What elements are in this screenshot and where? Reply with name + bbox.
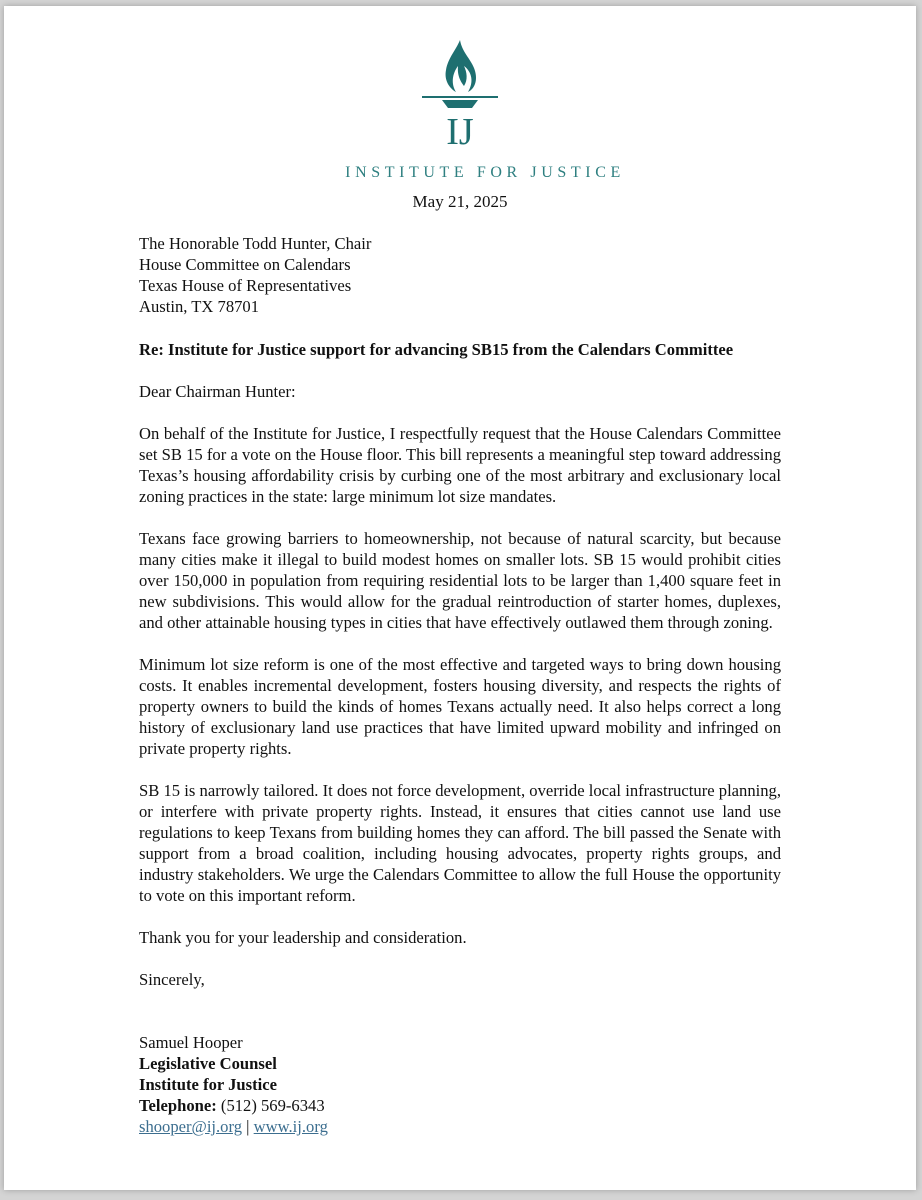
recipient-line: Austin, TX 78701 (139, 297, 260, 316)
signer-title: Legislative Counsel (139, 1054, 277, 1073)
body-paragraph: SB 15 is narrowly tailored. It does not force development, override local infrastructure planning, or interfere with private property rights. Instead, it ensures that cities cannot use land use regulations to keep Texans from building homes they can afford. The bill passed the Senate with support from a broad coalition, including housing advocates, property rights groups, and industry stakeholders. We urge the Calendars Committee to allow the full House the opportunity to vote on this important reform. (139, 781, 781, 905)
signer-org: Institute for Justice (139, 1075, 277, 1094)
closing: Sincerely, (139, 970, 205, 989)
letter-page (4, 6, 916, 1190)
body-paragraph: Thank you for your leadership and consideration. (139, 928, 467, 947)
telephone-label: Telephone: (139, 1096, 217, 1115)
org-name: INSTITUTE FOR JUSTICE (345, 164, 625, 181)
subject-line: Re: Institute for Justice support for advancing SB15 from the Calendars Committee (139, 340, 734, 359)
email-link[interactable]: shooper@ij.org (139, 1117, 243, 1136)
telephone-number: (512) 569-6343 (220, 1096, 325, 1115)
body-paragraph: On behalf of the Institute for Justice, I respectfully request that the House Calendars Committee set SB 15 for a vote on the House floor. This bill represents a meaningful step toward addressing Texas’s housing affordability crisis by curbing one of the most arbitrary and exclusionary local zoning practices in the state: large minimum lot size mandates. (139, 424, 781, 506)
salutation: Dear Chairman Hunter: (139, 382, 296, 401)
ij-logo (4, 36, 916, 154)
website-link[interactable]: www.ij.org (253, 1117, 328, 1136)
recipient-line: House Committee on Calendars (139, 255, 351, 274)
body-paragraph: Texans face growing barriers to homeownership, not because of natural scarcity, but because many cities make it illegal to build modest homes on smaller lots. SB 15 would prohibit cities over 150,000 in population from requiring residential lots to be larger than 1,400 square feet in new subdivisions. This would allow for the gradual reintroduction of starter homes, duplexes, and other attainable housing types in cities that have effectively outlawed them through zoning. (139, 529, 781, 632)
contact-links (139, 1116, 781, 1137)
link-separator: | (246, 1117, 250, 1136)
telephone-line (139, 1095, 781, 1116)
body-paragraph: Minimum lot size reform is one of the most effective and targeted ways to bring down housing costs. It enables incremental development, fosters housing diversity, and respects the rights of property owners to build the kinds of homes Texans actually need. It also helps correct a long history of exclusionary land use practices that have limited upward mobility and infringed on private property rights. (139, 655, 781, 758)
recipient-line: The Honorable Todd Hunter, Chair (139, 234, 372, 253)
recipient-line: Texas House of Representatives (139, 276, 352, 295)
torch-logo-icon (420, 36, 500, 154)
svg-text:IJ: IJ (446, 111, 474, 153)
letter-date: May 21, 2025 (412, 192, 508, 211)
recipient-address (139, 233, 781, 317)
letter-body (139, 233, 781, 1137)
signer-name: Samuel Hooper (139, 1033, 243, 1052)
signature-block (139, 1032, 781, 1137)
